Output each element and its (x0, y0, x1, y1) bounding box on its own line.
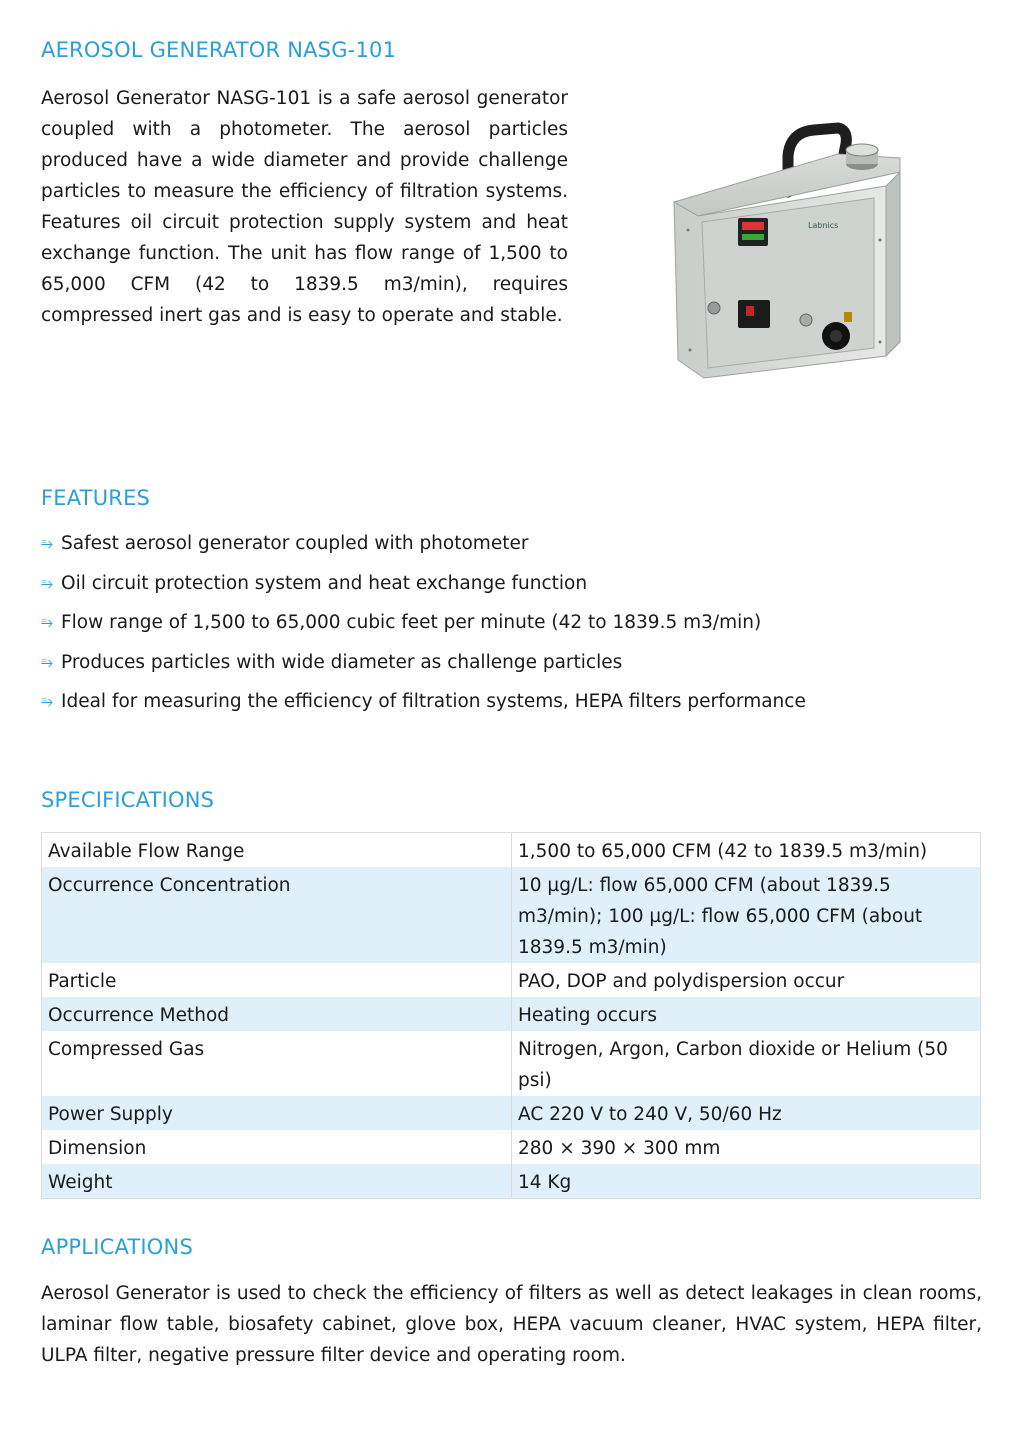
feature-item: ⥱ Ideal for measuring the efficiency of filtration systems, HEPA filters performance (41, 686, 806, 726)
table-row (42, 1164, 981, 1199)
spec-label: Compressed Gas (42, 1031, 512, 1096)
arrows-icon: ⥱ (41, 613, 54, 631)
spec-value: Heating occurs (512, 997, 981, 1031)
feature-item: ⥱ Flow range of 1,500 to 65,000 cubic feet per minute (42 to 1839.5 m3/min) (41, 607, 806, 647)
spec-label: Particle (42, 963, 512, 997)
spec-label: Available Flow Range (42, 833, 512, 868)
spec-value: PAO, DOP and polydispersion occur (518, 971, 845, 992)
spec-label: Dimension (42, 1130, 512, 1164)
features-heading: FEATURES (41, 486, 151, 510)
table-row (42, 963, 981, 997)
arrows-icon: ⥱ (41, 573, 54, 592)
feature-item: ⥱ Safest aerosol generator coupled with photometer (41, 528, 806, 568)
spec-value: Nitrogen, Argon, Carbon dioxide or Helium (50 psi) (518, 1039, 948, 1091)
table-row (42, 997, 981, 1031)
table-row (42, 833, 981, 868)
table-row (42, 1130, 981, 1164)
specifications-heading: SPECIFICATIONS (41, 788, 215, 812)
spec-value: 14 Kg (512, 1164, 981, 1199)
arrows-icon: ⥱ (41, 534, 54, 552)
spec-value: 10 µg/L: flow 65,000 CFM (about 1839.5 m3/min); 100 µg/L: flow 65,000 CFM (about 1839.5 m3/min) (512, 867, 981, 963)
spec-value: AC 220 V to 240 V, 50/60 Hz (512, 1096, 981, 1130)
arrows-icon: ⥱ (41, 692, 54, 710)
applications-heading: APPLICATIONS (41, 1235, 193, 1259)
spec-label: Occurrence Concentration (42, 867, 512, 963)
intro-paragraph: Aerosol Generator NASG-101 is a safe aerosol generator coupled with a photometer. The aerosol particles produced have a wide diameter and provide challenge particles to measure the efficiency of filtration systems. Features oil circuit protection supply system and heat exchange function. The unit has flow range of 1,500 to 65,000 CFM (42 to 1839.5 m3/min), requires compressed inert gas and is easy to operate and stable. (41, 88, 568, 326)
arrows-icon: ⥱ (41, 652, 54, 671)
table-row (42, 1096, 981, 1130)
spec-value: 280 × 390 × 300 mm (518, 1138, 721, 1159)
feature-item: ⥱ Oil circuit protection system and heat exchange function (41, 568, 806, 608)
table-row (42, 1031, 981, 1096)
spec-label: Occurrence Method (42, 997, 512, 1031)
page-title: AEROSOL GENERATOR NASG-101 (41, 38, 397, 62)
feature-item: ⥱ Produces particles with wide diameter as challenge particles (41, 647, 806, 687)
brand-logo: Labnics (808, 221, 839, 230)
spec-value: 1,500 to 65,000 CFM (42 to 1839.5 m3/min) (518, 841, 928, 862)
applications-paragraph: Aerosol Generator is used to check the efficiency of filters as well as detect leakages in clean rooms, laminar flow table, biosafety cabinet, glove box, HEPA vacuum cleaner, HVAC system, HEPA filter, ULPA filter, negative pressure filter device and operating room. (41, 1283, 982, 1366)
spec-label: Weight (42, 1164, 512, 1199)
specifications-table (41, 832, 981, 1199)
table-row (42, 867, 981, 963)
spec-label: Power Supply (42, 1096, 512, 1130)
features-list (41, 528, 806, 726)
product-image (668, 120, 910, 382)
